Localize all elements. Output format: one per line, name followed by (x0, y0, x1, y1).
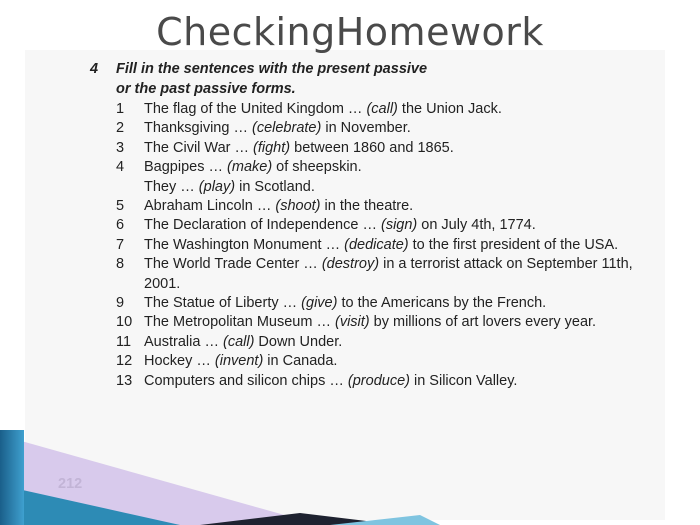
exercise-instruction (90, 59, 427, 99)
verb-hint: (produce) (347, 372, 410, 389)
verb-hint: (invent) (214, 353, 264, 370)
list-item: 6 The Declaration of Independence … (sign) on July 4th, 1774. (116, 217, 536, 234)
verb-hint: (fight) (253, 139, 291, 156)
list-item: 11 Australia … (call) Down Under. (116, 333, 343, 350)
exercise-list (116, 100, 646, 391)
list-item: 4 Bagpipes … (make) of sheepskin. (116, 159, 362, 176)
verb-hint: (call) (222, 333, 255, 350)
slide-title: CheckingHomework (156, 10, 544, 54)
verb-hint: (sign) (380, 217, 418, 234)
instruction-line-2: or the past passive forms. (116, 81, 296, 97)
page-number: 212 (58, 476, 83, 492)
list-item: 5 Abraham Lincoln … (shoot) in the theatre. (116, 198, 414, 215)
decorative-teal-wedge (0, 485, 180, 525)
instruction-line-1: Fill in the sentences with the present passive (116, 61, 428, 77)
list-item: 2 Thanksgiving … (celebrate) in November. (116, 120, 411, 137)
decorative-blue-bar (0, 430, 24, 525)
decorative-light-stripe (330, 515, 440, 525)
list-item: 13 Computers and silicon chips … (produce) in Silicon Valley. (116, 372, 518, 389)
list-item: 8 The World Trade Center … (destroy) in a terrorist attack on September 11th, 2001. (116, 256, 633, 292)
exercise-number: 4 (90, 61, 99, 77)
verb-hint: (celebrate) (252, 120, 322, 137)
list-item: 7 The Washington Monument … (dedicate) to the first president of the USA. (116, 236, 619, 253)
list-item: 12 Hockey … (invent) in Canada. (116, 353, 338, 370)
verb-hint: (destroy) (321, 256, 380, 273)
list-item: They … (play) in Scotland. (144, 178, 315, 195)
list-item: 1 The flag of the United Kingdom … (call) the Union Jack. (116, 101, 502, 117)
list-item: 9 The Statue of Liberty … (give) to the Americans by the French. (116, 295, 547, 312)
verb-hint: (make) (227, 159, 273, 176)
verb-hint: (call) (366, 101, 398, 117)
verb-hint: (visit) (335, 314, 370, 331)
verb-hint: (shoot) (275, 198, 321, 215)
list-item: 10 The Metropolitan Museum … (visit) by millions of art lovers every year. (116, 314, 597, 331)
list-item: 3 The Civil War … (fight) between 1860 and 1865. (116, 139, 454, 156)
verb-hint: (give) (301, 295, 338, 312)
verb-hint: (play) (198, 178, 236, 195)
verb-hint: (dedicate) (344, 236, 409, 253)
